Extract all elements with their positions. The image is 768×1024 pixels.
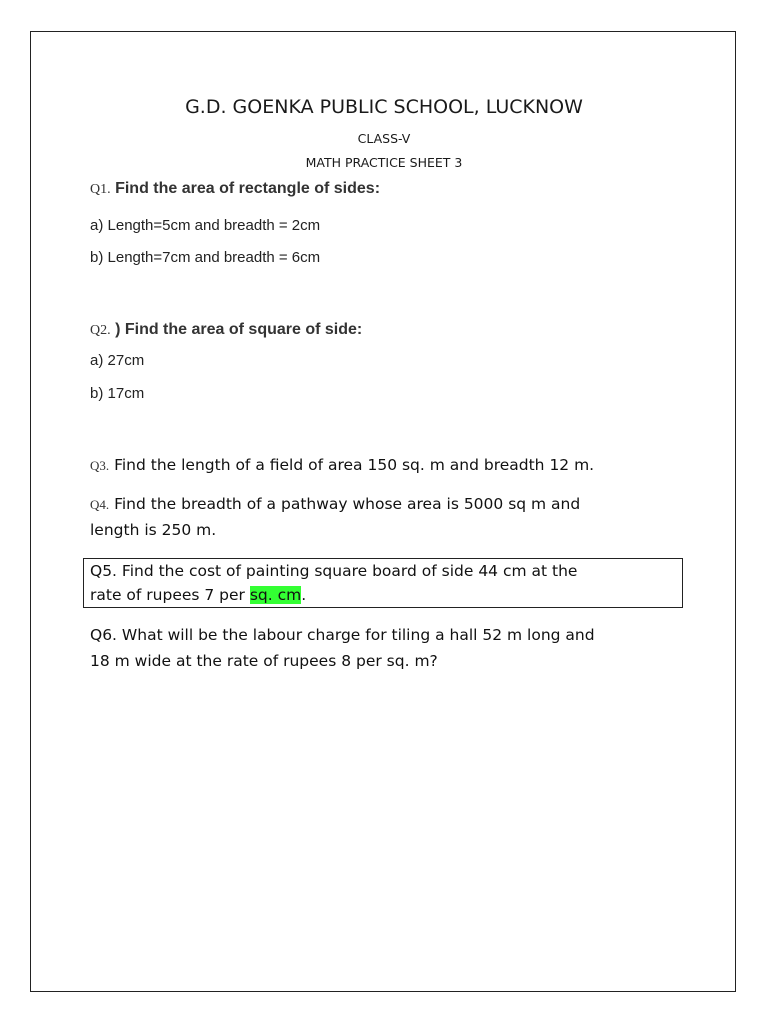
question-1-option-a: a) Length=5cm and breadth = 2cm (90, 217, 321, 234)
question-2-text: ) Find the area of square of side: (110, 321, 363, 338)
school-name: G.D. GOENKA PUBLIC SCHOOL, LUCKNOW (185, 96, 583, 118)
sheet-title: MATH PRACTICE SHEET 3 (305, 155, 463, 170)
question-6-line-1: Q6. What will be the labour charge for tiling a hall 52 m long and (90, 626, 595, 644)
question-5-line-2 (90, 586, 306, 604)
question-5-line-2-text: rate of rupees 7 per (90, 586, 250, 604)
question-1 (90, 180, 380, 198)
question-6-line-2: 18 m wide at the rate of rupees 8 per sq. m? (90, 652, 438, 670)
question-4-line-2: length is 250 m. (90, 521, 217, 539)
question-4-line-1 (90, 495, 580, 514)
question-5-highlight: sq. cm (249, 586, 302, 604)
question-1-number: Q1. (90, 182, 111, 197)
question-2 (90, 321, 362, 339)
question-2-option-b: b) 17cm (90, 385, 145, 402)
class-label: CLASS-V (357, 131, 411, 146)
question-3-text: Find the length of a field of area 150 sq. m and breadth 12 m. (109, 456, 595, 474)
question-1-text: Find the area of rectangle of sides: (110, 180, 381, 197)
question-5-line-1: Q5. Find the cost of painting square board of side 44 cm at the (90, 562, 578, 580)
question-4-number: Q4. (90, 497, 110, 512)
question-3 (90, 456, 594, 475)
question-1-option-b: b) Length=7cm and breadth = 6cm (90, 249, 321, 266)
question-2-option-a: a) 27cm (90, 352, 145, 369)
question-3-number: Q3. (90, 458, 110, 473)
question-2-number: Q2. (90, 323, 111, 338)
question-5-period: . (301, 586, 307, 604)
question-4-text: Find the breadth of a pathway whose area is 5000 sq m and (109, 495, 581, 513)
